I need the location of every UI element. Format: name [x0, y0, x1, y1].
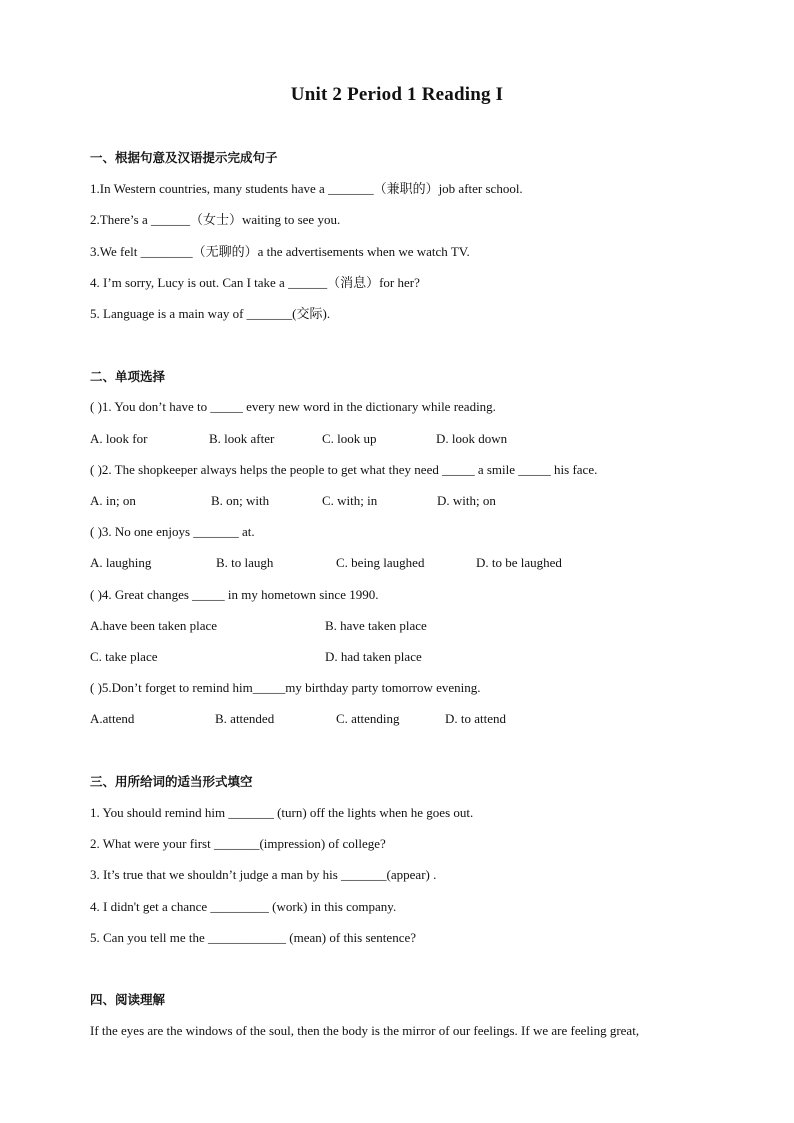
question-2-option-c: C. with; in [322, 493, 378, 508]
question-1-stem: ( )1. You don’t have to _____ every new word in the dictionary while reading. [90, 399, 496, 414]
reading-paragraph: If the eyes are the windows of the soul, then the body is the mirror of our feelings. If we are feeling great, [90, 1023, 640, 1038]
question-4-option-a: A.have been taken place [90, 618, 218, 633]
word-form-item-4: 4. I didn't get a chance _________ (work) in this company. [90, 899, 397, 914]
sentence-item-4: 4. I’m sorry, Lucy is out. Can I take a ______（消息）for her? [90, 275, 420, 290]
question-3-option-d: D. to be laughed [476, 555, 562, 570]
question-2-stem: ( )2. The shopkeeper always helps the people to get what they need _____ a smile _____ his face. [90, 462, 598, 477]
question-4-option-c: C. take place [90, 649, 158, 664]
sentence-item-2: 2.There’s a ______（女士）waiting to see you. [90, 212, 341, 227]
sentence-item-3: 3.We felt ________（无聊的）a the advertisements when we watch TV. [90, 244, 470, 259]
question-1-option-d: D. look down [436, 431, 508, 446]
section-2-heading: 二、单项选择 [90, 369, 166, 384]
question-5-option-d: D. to attend [445, 711, 507, 726]
question-5-option-a: A.attend [90, 711, 135, 726]
sentence-item-5: 5. Language is a main way of _______(交际). [90, 306, 331, 321]
word-form-item-3: 3. It’s true that we shouldn’t judge a man by his _______(appear) . [90, 867, 437, 882]
question-1-option-a: A. look for [90, 431, 148, 446]
word-form-item-2: 2. What were your first _______(impression) of college? [90, 836, 386, 851]
question-5-option-b: B. attended [215, 711, 275, 726]
question-4-option-d: D. had taken place [325, 649, 422, 664]
question-2-option-d: D. with; on [437, 493, 496, 508]
question-3-option-c: C. being laughed [336, 555, 425, 570]
question-5-option-c: C. attending [336, 711, 400, 726]
question-2-option-b: B. on; with [211, 493, 270, 508]
section-4-heading: 四、阅读理解 [90, 992, 166, 1007]
sentence-item-1: 1.In Western countries, many students have a _______（兼职的）job after school. [90, 181, 523, 196]
section-3-heading: 三、用所给词的适当形式填空 [90, 774, 253, 789]
question-3-option-a: A. laughing [90, 555, 152, 570]
question-3-stem: ( )3. No one enjoys _______ at. [90, 524, 255, 539]
question-3-option-b: B. to laugh [216, 555, 274, 570]
question-2-option-a: A. in; on [90, 493, 136, 508]
section-1-heading: 一、根据句意及汉语提示完成句子 [90, 150, 278, 165]
question-4-stem: ( )4. Great changes _____ in my hometown since 1990. [90, 587, 379, 602]
page-title: Unit 2 Period 1 Reading I [290, 84, 504, 105]
question-1-option-b: B. look after [209, 431, 275, 446]
question-1-option-c: C. look up [322, 431, 377, 446]
question-4-option-b: B. have taken place [325, 618, 427, 633]
word-form-item-5: 5. Can you tell me the ____________ (mean) of this sentence? [90, 930, 417, 945]
question-5-stem: ( )5.Don’t forget to remind him_____my birthday party tomorrow evening. [90, 680, 481, 695]
word-form-item-1: 1. You should remind him _______ (turn) off the lights when he goes out. [90, 805, 474, 820]
